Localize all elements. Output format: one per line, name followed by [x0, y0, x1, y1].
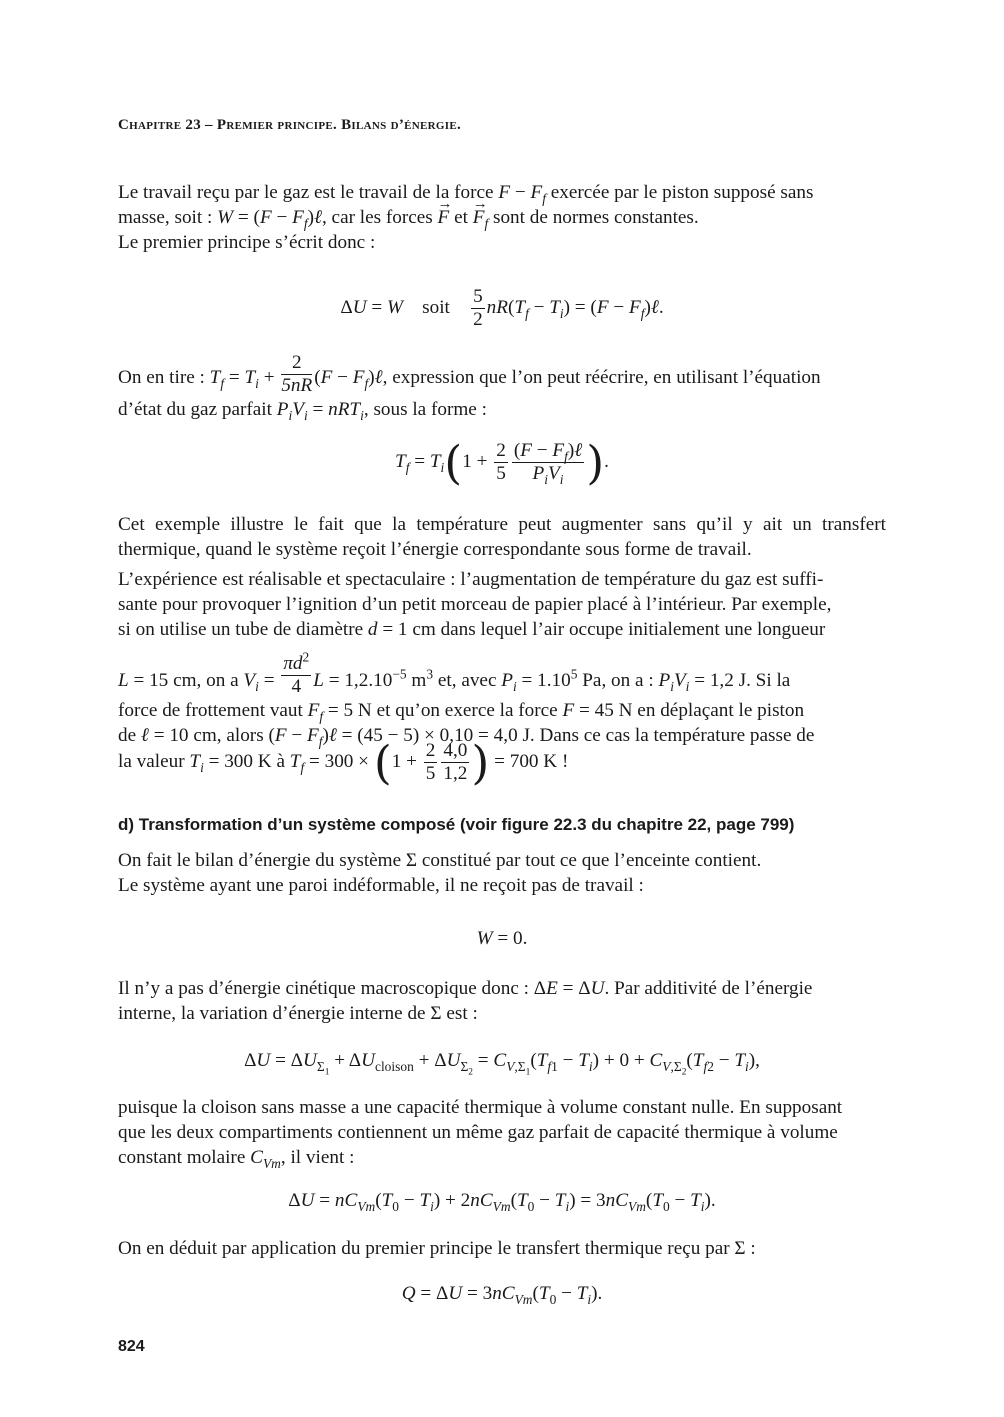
- page: [118, 0, 886, 1417]
- text-span: . Par additivité de l’énergie: [604, 978, 813, 999]
- text-span: est :: [441, 1003, 478, 1024]
- paragraph-partition: puisque la cloison sans masse a une capacité thermique à volume constant nulle. En supposant que les deux compartiments contiennent un même gaz parfait de capacité thermique à volume constant molaire $C_{Vm}$, il vient :: [118, 1097, 843, 1171]
- text-span: , sous la forme :: [363, 399, 487, 420]
- text-span: Le travail reçu par le gaz est le travail de la force: [118, 182, 499, 203]
- text-span: que les deux compartiments contiennent un même gaz parfait de capacité thermique à volume: [118, 1122, 838, 1143]
- equation-tf-form: $T_f = T_i(1$ + $\frac{2}{5}$ $\frac{(F - F_f)\ell}{P_iV_i}$ ).: [395, 435, 609, 490]
- equation-q: $Q = \Delta U = 3nC_{Vm}(T_0 - T_i)$.: [401, 1283, 603, 1307]
- text-span: masse, soit :: [118, 207, 218, 228]
- text-span: en déplaçant le piston: [632, 700, 805, 721]
- text-span: si on utilise un tube de diamètre: [118, 619, 368, 640]
- equation-delta-u-result: $\Delta U = nC_{Vm}(T_0 - T_i) + 2nC_{Vm}(T_0 - T_i) = 3nC_{Vm}(T_0 - T_i)$.: [288, 1190, 716, 1214]
- text-span: exercée par le piston supposé sans: [545, 182, 814, 203]
- paragraph-example: Cet exemple illustre le fait que la température peut augmenter sans qu’il y ait un transfert thermique, quand le système reçoit l’énergie correspondante sous forme de travail.: [118, 514, 886, 560]
- text-span: et: [449, 207, 473, 228]
- text-span: , on a :: [601, 670, 659, 691]
- text-span: constitué par tout ce que l’enceinte contient.: [417, 850, 762, 871]
- running-head: Chapitre 23 – Premier principe. Bilans d’énergie.: [118, 117, 462, 133]
- text-span: = 700 K !: [489, 750, 569, 772]
- paragraph-work: Le travail reçu par le gaz est le travail de la force $F - F_f$ exercée par le piston supposé sans masse, soit : $W = (F - F_f)\ell$, car les forces → F et → $F_f$ sont de normes constantes. Le premier principe s’écrit donc :: [118, 180, 886, 255]
- text-span: et qu’on exerce la force: [371, 700, 563, 721]
- text-span: force de frottement vaut: [118, 700, 308, 721]
- text-span: . Dans ce cas la température passe de: [529, 725, 815, 746]
- text-span: L’expérience est réalisable et spectaculaire : l’augmentation de température du gaz est suffi-: [118, 569, 824, 590]
- text-span: sont de normes constantes.: [488, 207, 699, 228]
- text-span: On fait le bilan d’énergie du système: [118, 850, 406, 871]
- text-span: Le premier principe s’écrit donc :: [118, 232, 376, 253]
- paragraph-experiment-line4: L = 15 cm, on a $V_i$ = $\frac{\pi d^2}{4}$ $L = 1,2.10^{-5}$ $m^3$ et, avec $P_i = 1.10^5$ Pa, on a : $P_iV_i = 1,2$ J. Si la force de frottement vaut $F_f = 5$ N et qu’on exerce la force F = 45 N en déplaçant le piston de ℓ = 10 cm, alors $(F - F_f)\ell = (45 - 5) \times 0,10 = 4,0$ J. Dans ce cas la température passe de: [118, 649, 815, 749]
- text-span: la valeur: [118, 750, 190, 772]
- paragraph-internal-energy: Il n’y a pas d’énergie cinétique macroscopique donc : ΔE = ΔU. Par additivité de l’énergie interne, la variation d’énergie interne de Σ est :: [118, 978, 813, 1024]
- text-span: de: [118, 725, 141, 746]
- text-span: soit: [422, 296, 450, 318]
- text-span: Le système ayant une paroi indéformable, il ne reçoit pas de travail :: [118, 875, 644, 896]
- text-span: , alors: [216, 725, 269, 746]
- paragraph-experiment-line7: la valeur $T_i = 300$ K à $T_f = 300 \times (1$ + $\frac{2}{5}$ $\frac{4,0}{1,2}$ ) = 700 K !: [118, 735, 569, 790]
- text-span: , expression que l’on peut réécrire, en utilisant l’équation: [382, 367, 821, 388]
- paragraph-tf: On en tire : $T_f = T_i$ + $\frac{2}{5nR}$ $(F - F_f)\ell$, expression que l’on peut réécrire, en utilisant l’équation d’état du gaz parfait $P_iV_i = nRT_i$, sous la forme :: [118, 352, 821, 423]
- text-span: Il n’y a pas d’énergie cinétique macroscopique donc :: [118, 978, 534, 999]
- paragraph-experiment: L’expérience est réalisable et spectaculaire : l’augmentation de température du gaz est suffi- sante pour provoquer l’ignition d’un petit morceau de papier placé à l’intérieur. Par exemple, si on utilise un tube de diamètre d = 1 cm dans lequel l’air occupe initialement une longueur: [118, 569, 832, 640]
- text-span: à: [271, 750, 290, 772]
- text-span: sante pour provoquer l’ignition d’un petit morceau de papier placé à l’intérieur. Par exemple,: [118, 594, 832, 615]
- text-span: , car les forces: [321, 207, 438, 228]
- text-span: interne, la variation d’énergie interne de: [118, 1003, 431, 1024]
- text-span: constant molaire: [118, 1147, 251, 1168]
- page-number: 824: [118, 1338, 145, 1355]
- section-heading: d) Transformation d’un système composé (voir figure 22.3 du chapitre 22, page 799): [118, 815, 795, 834]
- paragraph-heat-transfer: On en déduit par application du premier principe le transfert thermique reçu par Σ :: [118, 1238, 756, 1259]
- equation-w-zero: W = 0.: [476, 928, 528, 949]
- text-span: et, avec: [433, 670, 502, 691]
- text-span: puisque la cloison sans masse a une capacité thermique à volume constant nulle. En supposant: [118, 1097, 843, 1118]
- equation-delta-u-sum: $\Delta U = \Delta U_{\Sigma_1} + \Delta U_{cloison} + \Delta U_{\Sigma_2} = C_{V,\Sigma_1}(T_{f1} - T_i) + 0 + C_{V,\Sigma_2}(T_{f2} - T_i)$,: [244, 1050, 760, 1078]
- text-span: On en tire :: [118, 367, 210, 388]
- text-span: dans lequel l’air occupe initialement une longueur: [435, 619, 826, 640]
- paragraph-system: On fait le bilan d’énergie du système Σ constitué par tout ce que l’enceinte contient. Le système ayant une paroi indéformable, il ne reçoit pas de travail :: [118, 850, 762, 896]
- text-span: , il vient :: [280, 1147, 355, 1168]
- text-span: d’état du gaz parfait: [118, 399, 277, 420]
- text-span: . Si la: [746, 670, 791, 691]
- text-span: , on a: [196, 670, 244, 691]
- equation-first-principle: ΔU = W soit $\frac{5}{2}$ $nR(T_f - T_i) = (F$ − $F_f)\ell$.: [340, 286, 664, 330]
